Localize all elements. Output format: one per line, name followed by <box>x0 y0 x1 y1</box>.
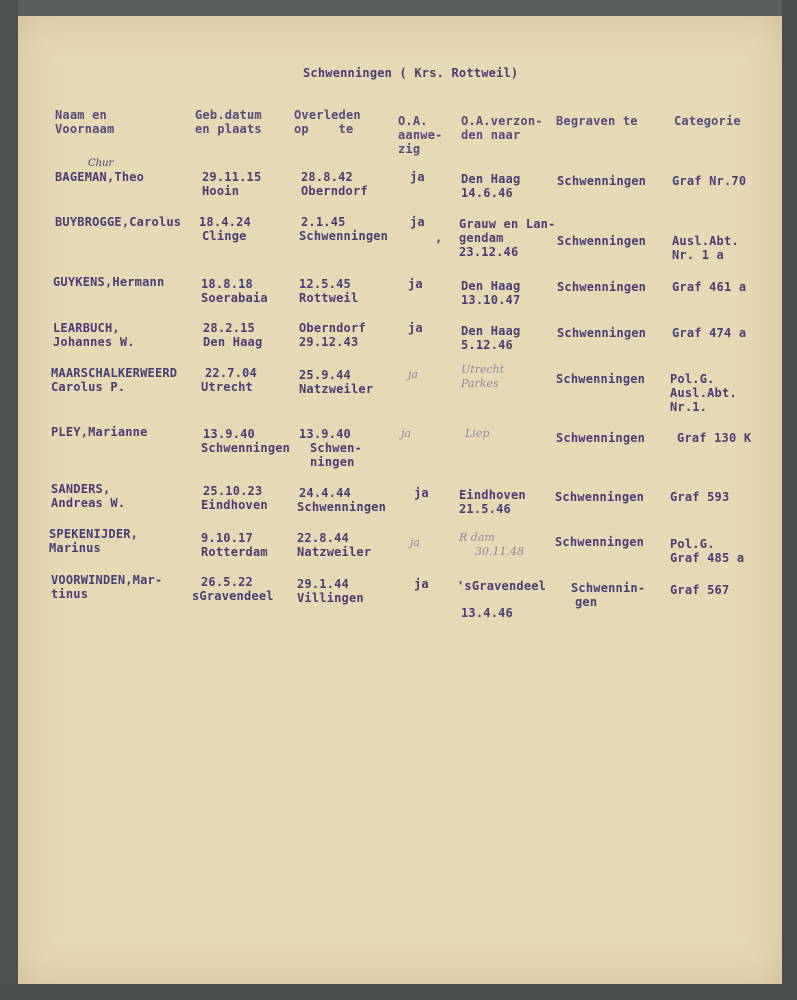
row-name: GUYKENS,Hermann <box>53 275 165 289</box>
row-death-place: Oberndorf <box>301 184 368 198</box>
row-death-place: Schwen- <box>310 441 362 455</box>
row-birth-place: Den Haag <box>203 335 263 349</box>
row-oa-moved: 'sGravendeel <box>457 579 547 593</box>
row-oa-moved-hand: Utrecht <box>461 363 505 376</box>
row-oa-moved: Den Haag <box>461 172 521 186</box>
row-category-3: Nr.1. <box>670 400 708 414</box>
row-name-2: Marinus <box>49 541 101 555</box>
row-birth-place: Soerabaia <box>201 291 268 305</box>
row-oa-present: ja <box>408 277 423 291</box>
row-birth-place: Utrecht <box>201 380 253 394</box>
row-buried: Schwenningen <box>557 326 647 340</box>
row-name: MAARSCHALKERWEERD <box>51 366 178 380</box>
row-death-date: 24.4.44 <box>299 486 351 500</box>
row-oa-present: ja <box>401 427 411 440</box>
row-buried: Schwenningen <box>557 174 647 188</box>
row-category: Graf 567 <box>670 583 730 597</box>
row-birth-date: 22.7.04 <box>205 366 257 380</box>
row-category: Graf 593 <box>670 490 730 504</box>
row-oa-moved-hand-2: 30.11.48 <box>475 545 524 558</box>
row-death-date: 2.1.45 <box>301 215 346 229</box>
row-category-2: Nr. 1 a <box>672 248 724 262</box>
row-birth-date: 18.4.24 <box>199 215 251 229</box>
row-oa-present: ja <box>408 321 423 335</box>
row-oa-present: ja <box>410 170 425 184</box>
row-buried: Schwenningen <box>556 372 646 386</box>
row-birth-date: 18.8.18 <box>201 277 253 291</box>
row-oa-moved-hand: Liep <box>465 427 490 440</box>
row-birth-place: sGravendeel <box>192 589 274 603</box>
row-buried: Schwenningen <box>555 535 645 549</box>
row-category-2: Graf 485 a <box>670 551 745 565</box>
row-death-place: Rottweil <box>299 291 359 305</box>
row-oa-moved-2: gendam <box>459 231 504 245</box>
row-category-2: Ausl.Abt. <box>670 386 737 400</box>
row-category: Graf 461 a <box>672 280 747 294</box>
row-death-date: 28.8.42 <box>301 170 353 184</box>
row-oa-moved: Den Haag <box>461 279 521 293</box>
scan-border-bottom <box>0 984 797 1000</box>
row-oa-present: ja <box>410 215 425 229</box>
row-death-place: Villingen <box>297 591 364 605</box>
row-oa-moved-date: 21.5.46 <box>459 502 511 516</box>
row-oa-present: ja <box>414 486 429 500</box>
row-name: SPEKENIJDER, <box>49 527 139 541</box>
row-oa-moved: Eindhoven <box>459 488 526 502</box>
row-category: Ausl.Abt. <box>672 234 739 248</box>
row-death-date: 12.5.45 <box>299 277 351 291</box>
row-birth-date: 13.9.40 <box>203 427 255 441</box>
row-birth-place: Schwenningen <box>201 441 291 455</box>
row-buried: Schwenningen <box>557 234 647 248</box>
row-oa-moved: Den Haag <box>461 324 521 338</box>
row-name: PLEY,Marianne <box>51 425 148 439</box>
header-oa-present: O.A. aanwe- zig <box>398 114 443 156</box>
row-oa-moved-hand: R dam <box>459 531 495 544</box>
row-oa-present: ja <box>408 368 418 381</box>
row-death-date: 29.1.44 <box>297 577 349 591</box>
header-name: Naam en Voornaam <box>55 108 115 136</box>
row-birth-date: 25.10.23 <box>203 484 263 498</box>
row-category: Graf Nr.70 <box>672 174 747 188</box>
row-comma: , <box>435 231 443 245</box>
row-death-place: Schwenningen <box>299 229 389 243</box>
header-category: Categorie <box>674 114 741 128</box>
scan-border-right <box>782 0 797 1000</box>
header-buried: Begraven te <box>556 114 638 128</box>
row-name-2: tinus <box>51 587 89 601</box>
row-buried-2: gen <box>575 595 598 609</box>
row-category: Graf 474 a <box>672 326 747 340</box>
row-oa-moved-date: 13.10.47 <box>461 293 521 307</box>
row-birth-place: Clinge <box>202 229 247 243</box>
row-birth-date: 28.2.15 <box>203 321 255 335</box>
row-oa-moved-date: 23.12.46 <box>459 245 519 259</box>
row-birth-place: Rotterdam <box>201 545 268 559</box>
row-name: LEARBUCH, <box>53 321 120 335</box>
row-name-2: Andreas W. <box>51 496 126 510</box>
row-birth-place: Hooin <box>202 184 240 198</box>
document-page <box>18 16 782 984</box>
header-oa-moved: O.A.verzon- den naar <box>461 114 543 142</box>
header-died: Overleden op te <box>294 108 361 136</box>
row-oa-moved-hand-2: Parkes <box>461 377 499 390</box>
row-birth-place: Eindhoven <box>201 498 268 512</box>
row-name: BUYBROGGE,Carolus <box>55 215 182 229</box>
row-oa-present: ja <box>410 536 420 549</box>
row-death-place-2: ningen <box>310 455 355 469</box>
row-category: Pol.G. <box>670 372 715 386</box>
scan-border-top <box>0 0 797 16</box>
row-birth-date: 29.11.15 <box>202 170 262 184</box>
row-oa-moved-date: 14.6.46 <box>461 186 513 200</box>
row-buried: Schwenningen <box>556 431 646 445</box>
row-death-place: Schwenningen <box>297 500 387 514</box>
row-death-place: Natzweiler <box>297 545 372 559</box>
row-name-2: Carolus P. <box>51 380 126 394</box>
header-birth: Geb.datum en plaats <box>195 108 262 136</box>
row-name-2: Johannes W. <box>53 335 135 349</box>
row-death-date: 13.9.40 <box>299 427 351 441</box>
row-category: Graf 130 K <box>677 431 752 445</box>
row-name: VOORWINDEN,Mar- <box>51 573 163 587</box>
scan-border-left <box>0 0 18 1000</box>
row-death-place: Natzweiler <box>299 382 374 396</box>
row-category: Pol.G. <box>670 537 715 551</box>
row-name: SANDERS, <box>51 482 111 496</box>
row-buried: Schwenningen <box>557 280 647 294</box>
row-oa-moved-date: 5.12.46 <box>461 338 513 352</box>
document-title: Schwenningen ( Krs. Rottweil) <box>303 66 519 80</box>
row-death-date: 25.9.44 <box>299 368 351 382</box>
row-birth-date: 26.5.22 <box>201 575 253 589</box>
row-buried: Schwennin- <box>571 581 646 595</box>
row-annotation: Chur <box>88 158 114 169</box>
row-death-date: 29.12.43 <box>299 335 359 349</box>
row-buried: Schwenningen <box>555 490 645 504</box>
row-name: BAGEMAN,Theo <box>55 170 145 184</box>
row-birth-date: 9.10.17 <box>201 531 253 545</box>
row-death-place: Oberndorf <box>299 321 366 335</box>
row-oa-moved-date: 13.4.46 <box>461 606 513 620</box>
row-oa-present: ja <box>414 577 429 591</box>
row-oa-moved: Grauw en Lan- <box>459 217 556 231</box>
row-death-date: 22.8.44 <box>297 531 349 545</box>
